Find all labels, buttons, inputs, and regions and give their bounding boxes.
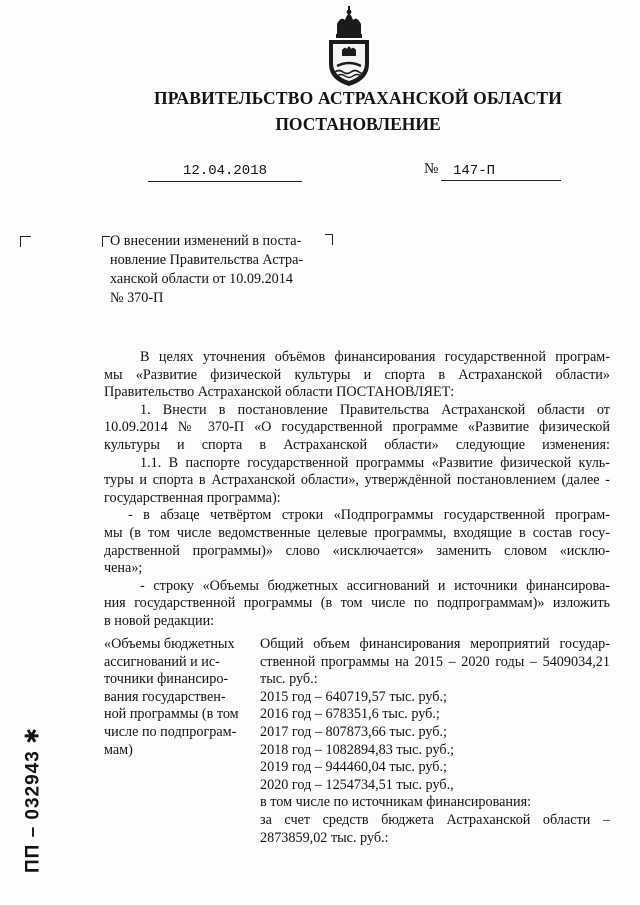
body-line: туры и спорта в Астраханской области», утверждённой постановлением (далее - <box>104 472 610 489</box>
body-line: Правительство Астраханской области ПОСТАНОВЛЯЕТ: <box>104 384 455 401</box>
subject-line: № 370-П <box>110 290 164 306</box>
table-left-line: мам) <box>104 741 133 758</box>
subject-line: ханской области от 10.09.2014 <box>110 271 293 287</box>
table-left-line: числе по подпрограм- <box>104 723 237 740</box>
subject-block <box>110 232 332 308</box>
body-line: ния государственной программы (в том числе по подпрограммам)» изложить <box>104 595 610 612</box>
table-right-line: 2015 год – 640719,57 тыс. руб.; <box>260 688 447 705</box>
table-right-line: тыс. руб.: <box>260 671 318 688</box>
body-line: государственная программа): <box>104 489 281 506</box>
table-right-line: 2019 год – 944460,04 тыс. руб.; <box>260 759 447 776</box>
table-left-column <box>104 636 254 759</box>
table-right-line: 2017 год – 807873,66 тыс. руб.; <box>260 723 447 740</box>
document-date: 12.04.2018 <box>148 163 302 182</box>
serial-number <box>22 700 44 900</box>
body-line: мы (в том числе ведомственные целевые программы, входящие в состав госу- <box>104 524 610 541</box>
table-right-line: 2873859,02 тыс. руб.: <box>260 829 389 846</box>
document-type: ПОСТАНОВЛЕНИЕ <box>275 114 441 134</box>
table-right-line: Общий объем финансирования мероприятий государ- <box>260 636 610 652</box>
table-left-line: точники финансиро- <box>104 671 229 688</box>
table-left-line: вания государствен- <box>104 688 226 705</box>
table-right-line: за счет средств бюджета Астраханской области – <box>260 811 610 828</box>
table-right-line: 2020 год – 1254734,51 тыс. руб., <box>260 776 454 793</box>
subject-line: новление Правительства Астра- <box>110 252 304 268</box>
body-line: чена»; <box>104 560 143 577</box>
number-sign: № <box>424 161 439 177</box>
subject-bracket-left <box>102 236 110 247</box>
document-number: 147-П <box>441 163 561 181</box>
serial-number-text: ПП – 032943 ✱ <box>22 726 44 874</box>
table-left-line: ассигнований и ис- <box>104 653 220 670</box>
body-line: 1. Внести в постановление Правительства Астраханской области от <box>140 401 610 418</box>
body-line: в новой редакции: <box>104 612 215 629</box>
body-line: В целях уточнения объёмов финансирования государственной програм- <box>140 349 610 365</box>
table-right-line: в том числе по источникам финансирования: <box>260 794 532 811</box>
body-line: 1.1. В паспорте государственной программы «Развитие физической куль- <box>140 454 610 471</box>
table-right-column <box>260 636 610 847</box>
government-title: ПРАВИТЕЛЬСТВО АСТРАХАНСКОЙ ОБЛАСТИ <box>153 88 563 108</box>
body-text <box>104 349 610 631</box>
table-right-line: ственной программы на 2015 – 2020 годы – 5409034,21 <box>260 653 610 670</box>
body-line: - строку «Объемы бюджетных ассигнований и источники финансирова- <box>140 577 610 594</box>
table-right-line: 2016 год – 678351,6 тыс. руб.; <box>260 706 440 723</box>
body-line: дарственной программы)» слово «исключается» заменить словом «исклю- <box>104 542 610 559</box>
body-line: - в абзаце четвёртом строки «Подпрограммы государственной програм- <box>128 507 610 524</box>
table-right-line: 2018 год – 1082894,83 тыс. руб.; <box>260 741 455 758</box>
subject-line: О внесении изменений в поста- <box>110 233 302 249</box>
corner-mark <box>20 236 31 247</box>
table-left-line: «Объемы бюджетных <box>104 636 235 652</box>
astrakhan-coat-of-arms-icon <box>321 6 377 88</box>
body-line: культуры и спорта в Астраханской области» следующие изменения: <box>104 436 610 453</box>
body-line: 10.09.2014 № 370-П «О государственной программе «Развитие физической <box>104 419 610 436</box>
crest <box>321 6 377 88</box>
table-left-line: ной программы (в том <box>104 706 239 723</box>
body-line: мы «Развитие физической культуры и спорта в Астраханской области» <box>104 366 610 383</box>
